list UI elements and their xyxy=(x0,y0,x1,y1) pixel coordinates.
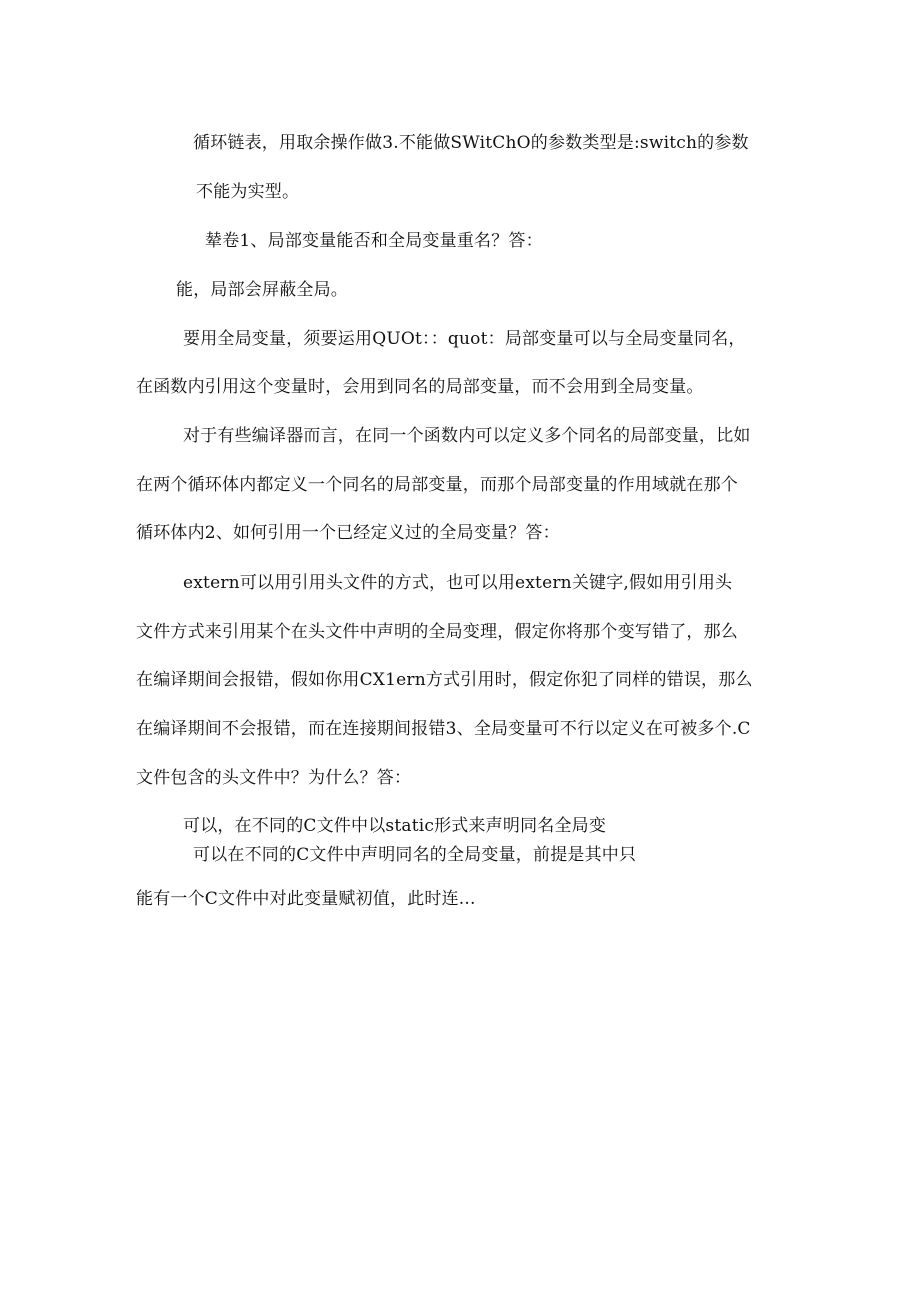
text-line-13: 在编译期间不会报错，而在连接期间报错3、全局变量可不行以定义在可被多个.C xyxy=(136,719,751,739)
text-line-6: 在函数内引用这个变量时，会用到同名的局部变量，而不会用到全局变量。 xyxy=(136,377,704,397)
text-line-3: 辇卷1、局部变量能否和全局变量重名？答： xyxy=(205,231,543,251)
text-line-14: 文件包含的头文件中？为什么？答： xyxy=(136,768,412,788)
text-line-11: 文件方式来引用某个在头文件中声明的全局变理，假定你将那个变写错了，那么 xyxy=(136,622,738,642)
text-line-1: 循环链表，用取余操作做3.不能做SWitChO的参数类型是:switch的参数 xyxy=(193,133,749,153)
text-line-7: 对于有些编译器而言，在同一个函数内可以定义多个同名的局部变量，比如 xyxy=(183,426,751,446)
text-line-4: 能，局部会屏蔽全局。 xyxy=(176,280,348,300)
text-line-8: 在两个循环体内都定义一个同名的局部变量，而那个局部变量的作用域就在那个 xyxy=(136,475,738,495)
text-line-9: 循环体内2、如何引用一个已经定义过的全局变量？答： xyxy=(136,523,560,543)
text-line-15: 可以，在不同的C文件中以static形式来声明同名全局变 xyxy=(183,816,607,836)
text-line-5: 要用全局变量，须要运用QUOt：：quot：局部变量可以与全局变量同名， xyxy=(183,329,746,349)
text-line-17: 能有一个C文件中对此变量赋初值，此时连... xyxy=(136,889,476,909)
text-line-10: extern可以用引用头文件的方式，也可以用extern关键字,假如用引用头 xyxy=(183,573,733,593)
text-line-16: 可以在不同的C文件中声明同名的全局变量，前提是其中只 xyxy=(193,845,637,865)
text-line-12: 在编译期间会报错，假如你用CX1ern方式引用时，假定你犯了同样的错误，那么 xyxy=(136,670,753,690)
text-line-2: 不能为实型。 xyxy=(196,182,300,202)
